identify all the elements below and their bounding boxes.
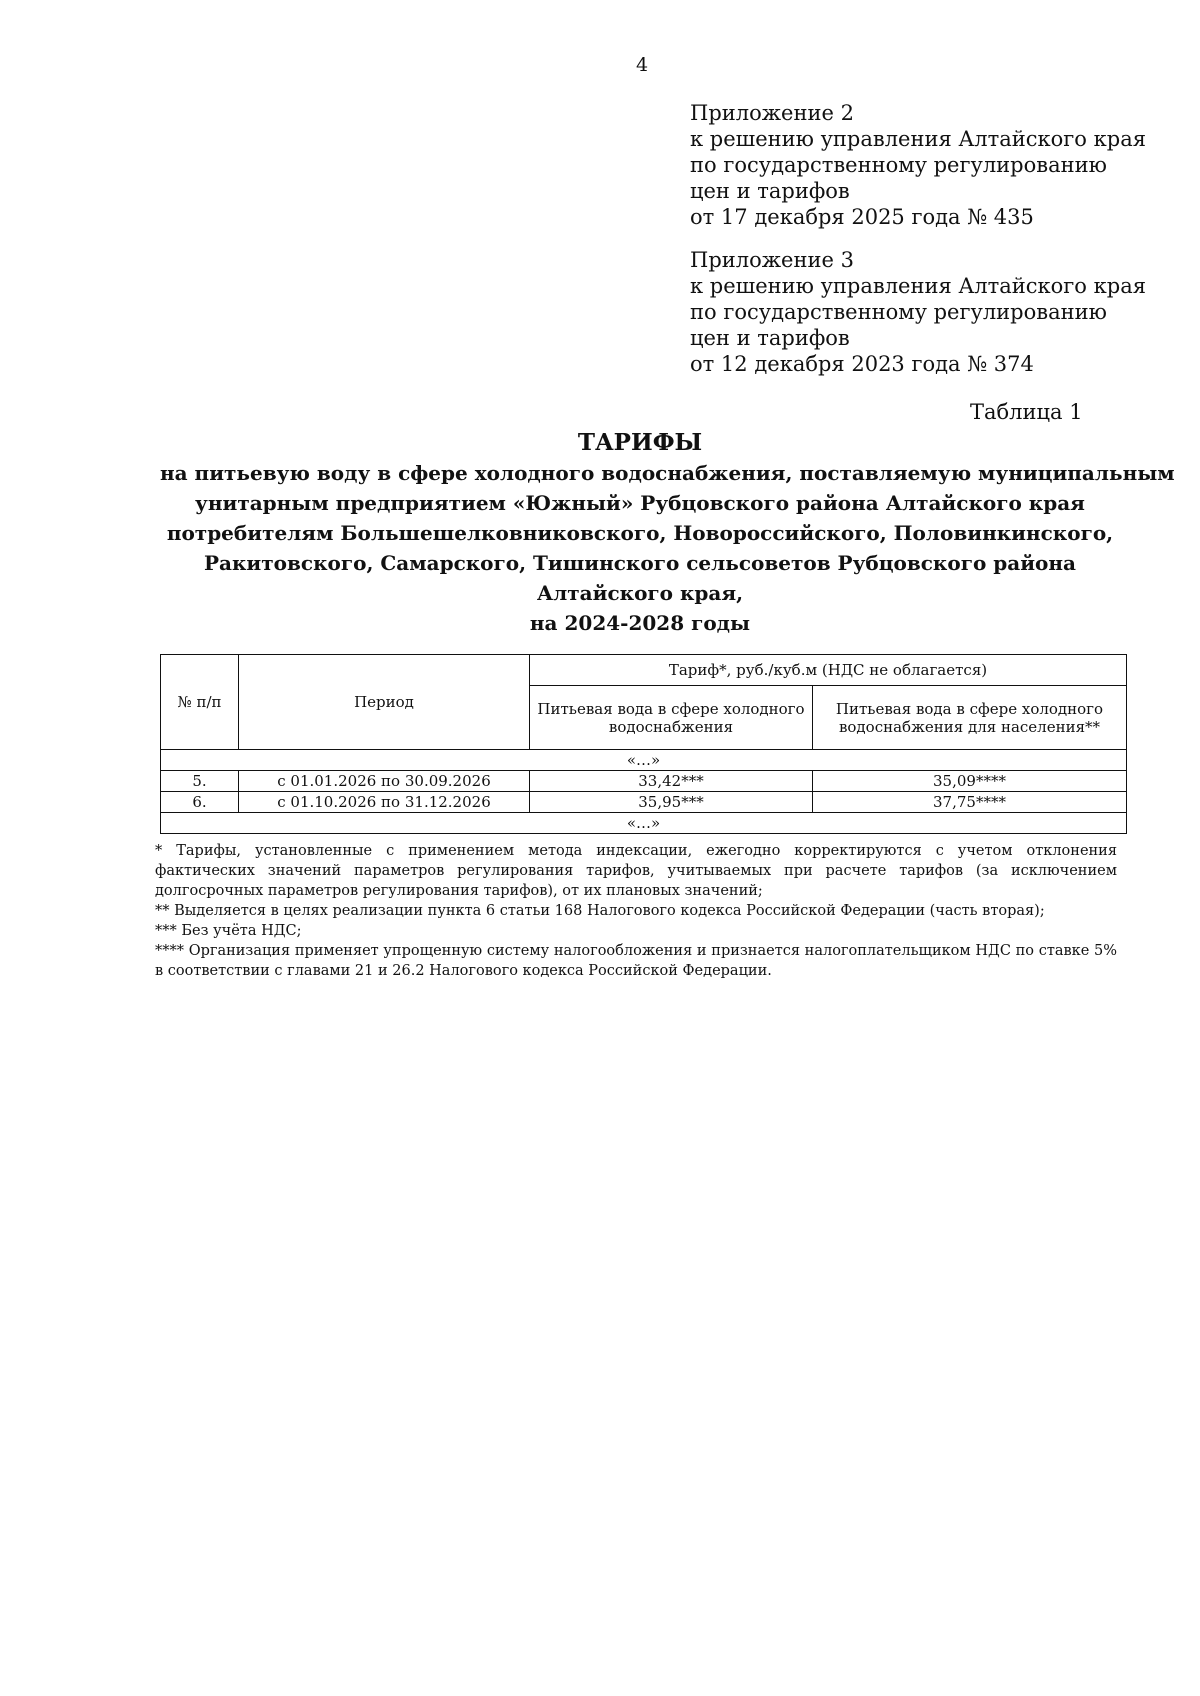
title-line: Алтайского края, [536,581,744,605]
row-number-cell: 6. [161,792,239,813]
appendix-3-line: Приложение 3 [690,248,854,272]
header-water: Питьевая вода в сфере холодного водоснабжения [530,686,813,750]
footnote: * Тарифы, установленные с применением метода индексации, ежегодно корректируются с учетом отклонения фактических значений параметров регулирования тарифов, учитываемых при расчете тарифов (за исключением долгосрочных параметров регулирования тарифов), от их плановых значений; [155,843,1117,899]
title-line: унитарным предприятием «Южный» Рубцовского района Алтайского края [195,491,1085,515]
appendix-2-header [690,100,1146,230]
footnote: **** Организация применяет упрощенную систему налогообложения и признается налогоплательщиком НДС по ставке 5% в соответствии с главами 21 и 26.2 Налогового кодекса Российской Федерации. [155,943,1117,979]
ellipsis-cell: «…» [161,750,1127,771]
appendix-3-line: по государственному регулированию [690,300,1107,324]
title-line: потребителям Большешелковниковского, Новороссийского, Половинкинского, [166,521,1114,545]
appendix-3-header [690,247,1146,377]
header-number: № п/п [161,655,239,750]
table-header-row [161,655,1127,686]
title-line: на 2024-2028 годы [529,611,751,635]
header-tariff: Тариф*, руб./куб.м (НДС не облагается) [530,655,1127,686]
table-row [161,771,1127,792]
appendix-2-line: по государственному регулированию [690,153,1107,177]
title-main: ТАРИФЫ [577,429,703,456]
tariff-water-cell: 35,95*** [530,792,813,813]
table-row [161,792,1127,813]
tariff-water-population-cell: 35,09**** [813,771,1127,792]
appendix-2-line: к решению управления Алтайского края [690,127,1146,151]
row-number-cell: 5. [161,771,239,792]
appendix-2-line: Приложение 2 [690,101,854,125]
document-title [160,428,1175,638]
title-line: на питьевую воду в сфере холодного водоснабжения, поставляемую муниципальным [160,461,1175,485]
page-number: 4 [636,54,649,76]
appendix-2-line: цен и тарифов [690,179,850,203]
appendix-3-line: к решению управления Алтайского края [690,274,1146,298]
table-caption: Таблица 1 [970,400,1083,424]
header-period: Период [239,655,530,750]
footnotes [155,841,1117,981]
appendix-3-line: цен и тарифов [690,326,850,350]
period-cell: с 01.01.2026 по 30.09.2026 [239,771,530,792]
title-line: Ракитовского, Самарского, Тишинского сельсоветов Рубцовского района [203,551,1076,575]
table-row-ellipsis [161,813,1127,834]
period-cell: с 01.10.2026 по 31.12.2026 [239,792,530,813]
tariff-table [160,654,1127,834]
table-row-ellipsis [161,750,1127,771]
appendix-2-line: от 17 декабря 2025 года № 435 [690,205,1034,229]
footnote: ** Выделяется в целях реализации пункта 6 статьи 168 Налогового кодекса Российской Федерации (часть вторая); [155,903,1045,919]
tariff-water-population-cell: 37,75**** [813,792,1127,813]
ellipsis-cell: «…» [161,813,1127,834]
appendix-3-line: от 12 декабря 2023 года № 374 [690,352,1034,376]
header-water-population: Питьевая вода в сфере холодного водоснабжения для населения** [813,686,1127,750]
tariff-water-cell: 33,42*** [530,771,813,792]
footnote: *** Без учёта НДС; [155,923,302,939]
